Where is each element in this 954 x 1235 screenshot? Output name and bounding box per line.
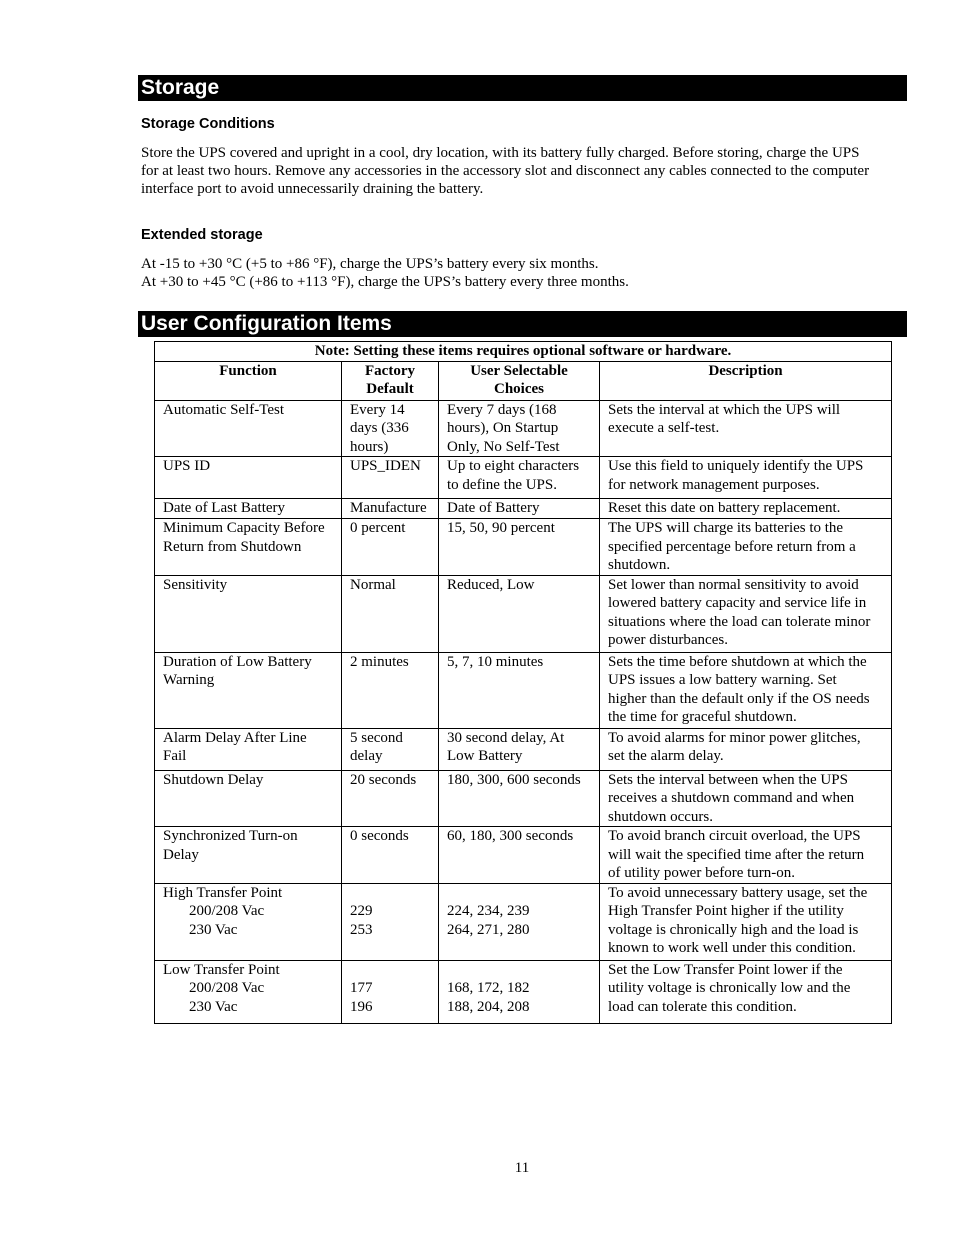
cell-user-choices <box>439 960 600 1023</box>
cell-description <box>600 519 892 576</box>
cell-line: Up to eight characters <box>447 458 580 474</box>
cell-line: To avoid unnecessary battery usage, set the <box>608 884 868 901</box>
table-row <box>155 728 892 770</box>
cell-line: 196 <box>350 998 373 1015</box>
paragraph-line: interface port to avoid unnecessarily draining the battery. <box>141 181 484 197</box>
cell-line: Synchronized Turn-on <box>163 828 298 844</box>
cell-function <box>155 827 342 884</box>
col-header-factory-default <box>342 361 439 400</box>
cell-description <box>600 400 892 457</box>
cell-line: Date of Battery <box>447 500 540 516</box>
cell-line: Shutdown Delay <box>163 771 264 788</box>
storage-heading: Storage <box>138 75 907 101</box>
cell-user-choices <box>439 400 600 457</box>
cell-description <box>600 960 892 1023</box>
cell-line: delay <box>350 748 383 764</box>
cell-factory-default <box>342 960 439 1023</box>
cell-line: 230 Vac <box>189 921 238 938</box>
cell-line: will wait the specified time after the return <box>608 846 865 863</box>
cell-function <box>155 499 342 519</box>
config-table <box>154 341 892 1024</box>
cell-factory-default <box>342 575 439 652</box>
cell-line: known to work well under this condition. <box>608 940 856 956</box>
cell-line: 188, 204, 208 <box>447 998 530 1015</box>
cell-line: 0 seconds <box>350 828 409 844</box>
cell-line: 2 minutes <box>350 653 409 670</box>
cell-line: Alarm Delay After Line <box>163 729 307 746</box>
cell-user-choices <box>439 728 600 770</box>
cell-function <box>155 883 342 960</box>
header-line: Default <box>366 381 414 397</box>
cell-function <box>155 575 342 652</box>
table-row <box>155 457 892 499</box>
cell-factory-default <box>342 652 439 728</box>
paragraph-line: Store the UPS covered and upright in a cool, dry location, with its battery fully charged. Before storing, charge the UPS <box>141 145 860 161</box>
cell-line: 5, 7, 10 minutes <box>447 653 544 670</box>
cell-line: Duration of Low Battery <box>163 653 312 670</box>
table-row <box>155 575 892 652</box>
cell-line: Automatic Self-Test <box>163 401 285 418</box>
cell-line: 200/208 Vac <box>189 980 265 996</box>
cell-line: 5 second <box>350 729 403 746</box>
table-row <box>155 519 892 576</box>
cell-line: 230 Vac <box>189 998 238 1015</box>
header-line: User Selectable <box>470 362 568 379</box>
col-header-function: Function <box>155 361 342 400</box>
cell-factory-default <box>342 457 439 499</box>
cell-function <box>155 519 342 576</box>
cell-line: situations where the load can tolerate minor <box>608 613 871 630</box>
cell-function <box>155 400 342 457</box>
cell-function <box>155 457 342 499</box>
cell-line: execute a self-test. <box>608 420 720 436</box>
cell-description <box>600 770 892 827</box>
table-row <box>155 499 892 519</box>
cell-line: specified percentage before return from a <box>608 538 856 555</box>
cell-line: 20 seconds <box>350 771 417 788</box>
table-row <box>155 770 892 827</box>
cell-line: 177 <box>350 980 373 996</box>
cell-line: High Transfer Point higher if the utility <box>608 903 844 919</box>
cell-factory-default <box>342 519 439 576</box>
cell-line: lowered battery capacity and service life in <box>608 595 867 611</box>
cell-line: Sensitivity <box>163 576 228 593</box>
cell-line: Reset this date on battery replacement. <box>608 500 841 516</box>
cell-description <box>600 728 892 770</box>
header-line: Factory <box>365 362 415 379</box>
cell-line: To avoid branch circuit overload, the UPS <box>608 828 861 844</box>
cell-function <box>155 960 342 1023</box>
cell-line: load can tolerate this condition. <box>608 998 797 1015</box>
cell-line: UPS_IDEN <box>350 458 421 474</box>
cell-user-choices <box>439 827 600 884</box>
cell-line: Delay <box>163 846 199 863</box>
cell-line: Return from Shutdown <box>163 538 302 555</box>
cell-line: Sets the interval between when the UPS <box>608 771 848 788</box>
cell-description <box>600 499 892 519</box>
cell-line: Manufacture <box>350 500 427 516</box>
cell-line: Minimum Capacity Before <box>163 520 325 536</box>
cell-line: Low Battery <box>447 748 523 764</box>
cell-line: 253 <box>350 921 373 938</box>
cell-line: To avoid alarms for minor power glitches, <box>608 729 861 746</box>
cell-line: 229 <box>350 903 373 919</box>
cell-factory-default <box>342 883 439 960</box>
cell-user-choices <box>439 519 600 576</box>
storage-conditions-heading: Storage Conditions <box>141 116 275 132</box>
cell-line: 224, 234, 239 <box>447 903 530 919</box>
cell-user-choices <box>439 457 600 499</box>
cell-factory-default <box>342 770 439 827</box>
paragraph-line: At -15 to +30 °C (+5 to +86 °F), charge the UPS’s battery every six months. <box>141 256 599 272</box>
cell-line: power disturbances. <box>608 632 728 648</box>
cell-function <box>155 728 342 770</box>
cell-line: Every 7 days (168 <box>447 401 557 418</box>
table-row <box>155 883 892 960</box>
cell-line: Sets the interval at which the UPS will <box>608 401 841 418</box>
cell-line: UPS issues a low battery warning. Set <box>608 672 837 688</box>
cell-line: the time for graceful shutdown. <box>608 709 797 725</box>
cell-line: receives a shutdown command and when <box>608 790 855 806</box>
cell-line: utility voltage is chronically low and the <box>608 980 851 996</box>
cell-line: for network management purposes. <box>608 476 820 493</box>
cell-function <box>155 770 342 827</box>
cell-user-choices <box>439 575 600 652</box>
table-header-row <box>155 361 892 400</box>
cell-description <box>600 827 892 884</box>
cell-factory-default <box>342 400 439 457</box>
cell-line <box>350 884 432 903</box>
cell-line: Set lower than normal sensitivity to avoid <box>608 576 859 593</box>
cell-line <box>350 961 432 980</box>
cell-factory-default <box>342 728 439 770</box>
cell-line: days (336 <box>350 420 409 436</box>
table-row <box>155 400 892 457</box>
cell-line: UPS ID <box>163 458 211 474</box>
cell-line: voltage is chronically high and the load is <box>608 921 859 938</box>
table-note: Note: Setting these items requires optional software or hardware. <box>155 342 892 362</box>
page-number: 11 <box>514 1160 530 1176</box>
col-header-user-choices <box>439 361 600 400</box>
cell-factory-default <box>342 499 439 519</box>
cell-line: Only, No Self-Test <box>447 438 560 455</box>
extended-storage-heading: Extended storage <box>141 227 263 243</box>
cell-description <box>600 652 892 728</box>
cell-line <box>447 961 593 980</box>
cell-user-choices <box>439 883 600 960</box>
cell-line: Warning <box>163 672 215 688</box>
cell-line: Reduced, Low <box>447 576 535 593</box>
table-body <box>155 400 892 1023</box>
cell-line: Set the Low Transfer Point lower if the <box>608 961 843 978</box>
cell-line: hours), On Startup <box>447 420 559 436</box>
cell-line: higher than the default only if the OS needs <box>608 690 870 707</box>
cell-line: 15, 50, 90 percent <box>447 520 555 536</box>
col-header-description: Description <box>600 361 892 400</box>
cell-function <box>155 652 342 728</box>
cell-line: The UPS will charge its batteries to the <box>608 520 844 536</box>
cell-description <box>600 575 892 652</box>
cell-description <box>600 883 892 960</box>
cell-line: Every 14 <box>350 401 405 418</box>
cell-line: High Transfer Point <box>163 884 283 901</box>
cell-line: 264, 271, 280 <box>447 921 530 938</box>
table-row <box>155 827 892 884</box>
cell-line: Low Transfer Point <box>163 961 280 978</box>
cell-factory-default <box>342 827 439 884</box>
table-row <box>155 960 892 1023</box>
extended-storage-paragraph <box>141 255 906 291</box>
cell-line: hours) <box>350 438 389 455</box>
cell-line: shutdown. <box>608 557 671 573</box>
header-line: Choices <box>494 381 544 397</box>
table-row <box>155 652 892 728</box>
cell-line: to define the UPS. <box>447 476 557 493</box>
cell-line: 0 percent <box>350 520 406 536</box>
cell-line: 60, 180, 300 seconds <box>447 828 574 844</box>
storage-conditions-paragraph <box>141 144 906 198</box>
cell-description <box>600 457 892 499</box>
cell-line: set the alarm delay. <box>608 748 724 764</box>
config-heading: User Configuration Items <box>138 311 907 337</box>
cell-line: Use this field to uniquely identify the UPS <box>608 458 864 474</box>
cell-line: 168, 172, 182 <box>447 980 530 996</box>
cell-line: Date of Last Battery <box>163 500 286 516</box>
cell-user-choices <box>439 499 600 519</box>
cell-user-choices <box>439 652 600 728</box>
cell-line: 180, 300, 600 seconds <box>447 771 581 788</box>
cell-line: 30 second delay, At <box>447 729 565 746</box>
cell-line: of utility power before turn-on. <box>608 865 796 881</box>
cell-line: Fail <box>163 748 187 764</box>
cell-user-choices <box>439 770 600 827</box>
cell-line: Sets the time before shutdown at which the <box>608 653 867 670</box>
cell-line <box>447 884 593 903</box>
paragraph-line: At +30 to +45 °C (+86 to +113 °F), charge the UPS’s battery every three months. <box>141 274 629 290</box>
cell-line: 200/208 Vac <box>189 903 265 919</box>
cell-line: shutdown occurs. <box>608 808 713 825</box>
paragraph-line: for at least two hours. Remove any accessories in the accessory slot and disconnect any cables connected to the computer <box>141 163 870 179</box>
cell-line: Normal <box>350 576 396 593</box>
